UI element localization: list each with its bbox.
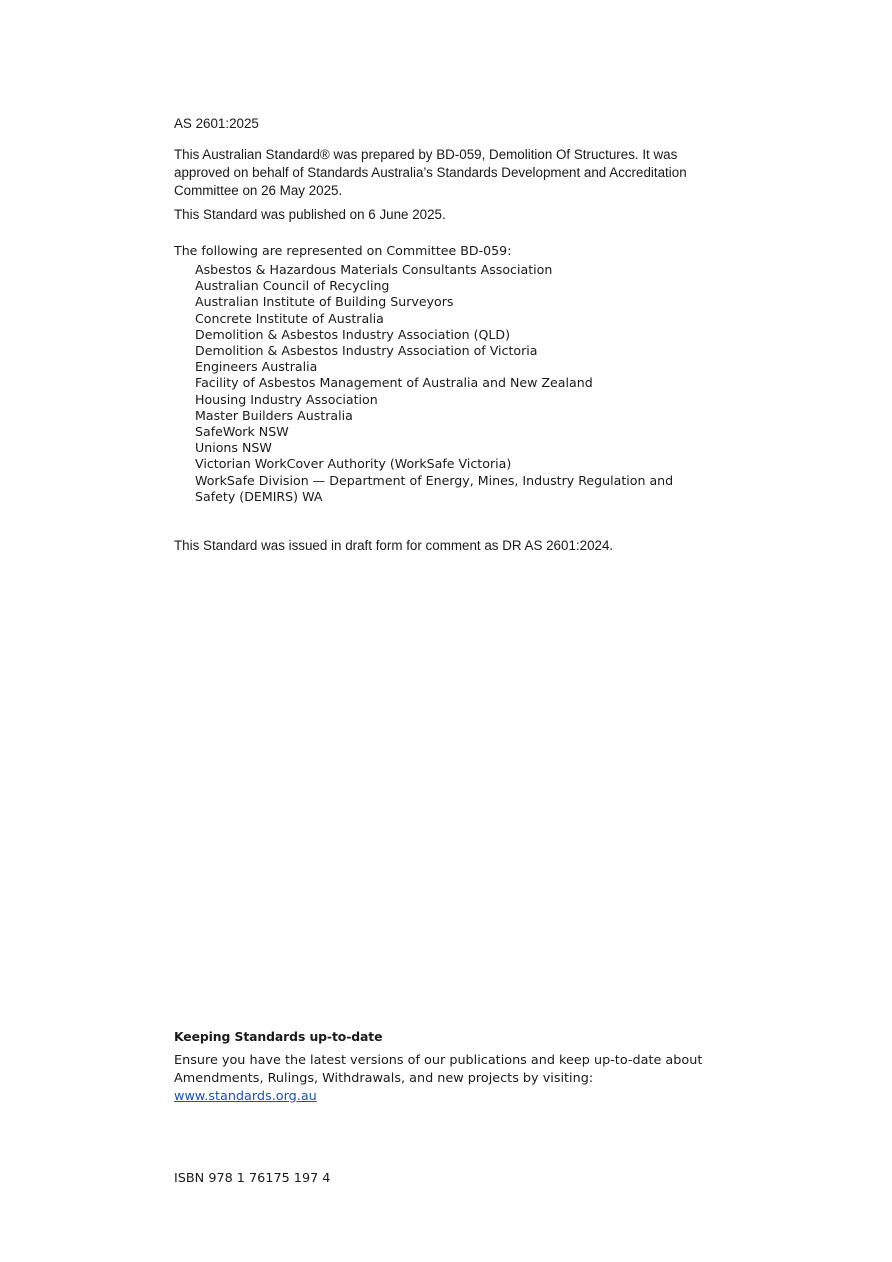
draft-note: This Standard was issued in draft form for comment as DR AS 2601:2024. — [174, 538, 614, 553]
committee-member: SafeWork NSW — [195, 424, 289, 440]
keeping-up-to-date-text: Ensure you have the latest versions of our publications and keep up-to-date about Amendments, Rulings, Withdrawals, and new projects by visiting: — [174, 1053, 703, 1086]
committee-member: Engineers Australia — [195, 359, 318, 375]
committee-member: Australian Council of Recycling — [195, 278, 390, 294]
keeping-up-to-date-section — [174, 1052, 719, 1106]
committee-member: Demolition & Asbestos Industry Association of Victoria — [195, 343, 538, 359]
approval-statement: This Australian Standard® was prepared by BD-059, Demolition Of Structures. It was approved on behalf of Standards Australia’s Standards Development and Accreditation Committee on 26 May 2025. — [174, 147, 687, 198]
committee-member: Demolition & Asbestos Industry Association (QLD) — [195, 326, 511, 342]
keeping-up-to-date-heading: Keeping Standards up-to-date — [174, 1029, 383, 1044]
publication-date-statement: This Standard was published on 6 June 2025. — [174, 207, 446, 222]
committee-member: Master Builders Australia — [195, 407, 353, 423]
committee-member: Unions NSW — [195, 440, 272, 456]
committee-member: WorkSafe Division — Department of Energy, Mines, Industry Regulation and Safety (DEMIRS) WA — [195, 472, 674, 504]
committee-member: Facility of Asbestos Management of Australia and New Zealand — [195, 375, 593, 391]
committee-intro: The following are represented on Committee BD-059: — [174, 243, 512, 258]
standards-website-link[interactable]: www.standards.org.au — [174, 1089, 317, 1104]
committee-member: Asbestos & Hazardous Materials Consultants Association — [195, 262, 553, 277]
committee-member: Victorian WorkCover Authority (WorkSafe Victoria) — [195, 456, 512, 472]
isbn: ISBN 978 1 76175 197 4 — [174, 1171, 331, 1186]
committee-member: Australian Institute of Building Surveyors — [195, 294, 454, 310]
committee-member: Concrete Institute of Australia — [195, 310, 384, 326]
committee-member: Housing Industry Association — [195, 391, 378, 407]
committee-member-list — [195, 262, 695, 505]
document-id: AS 2601:2025 — [174, 116, 259, 131]
